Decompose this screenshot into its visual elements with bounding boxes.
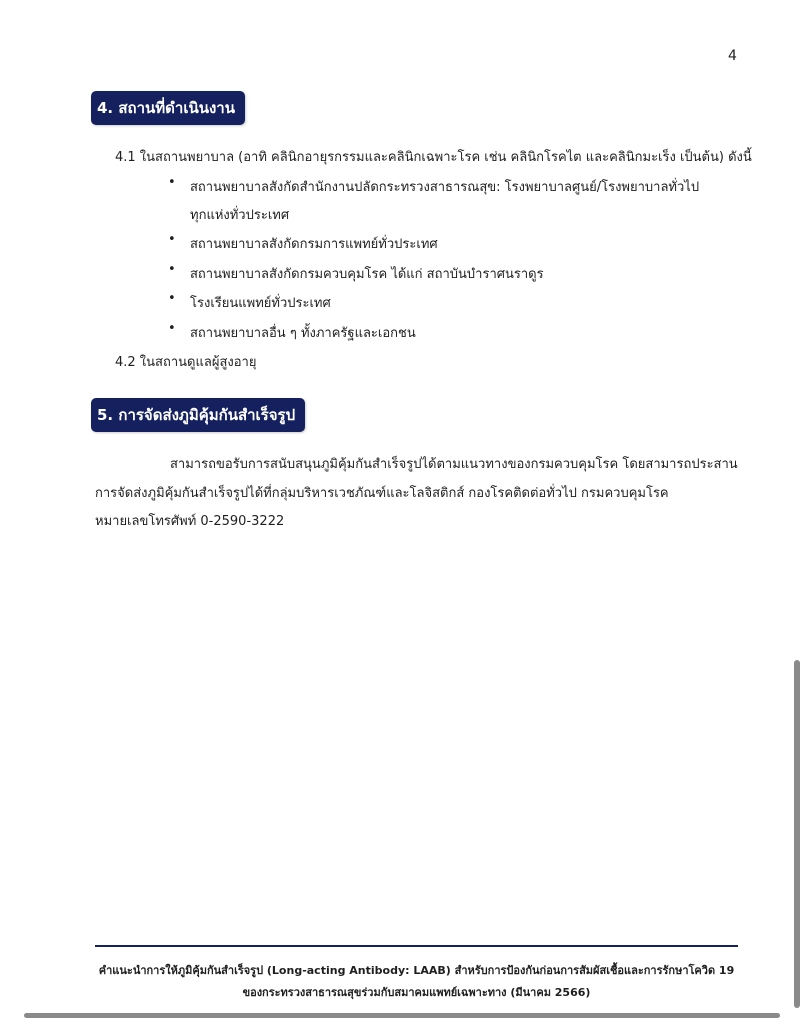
bullet-item-2: สถานพยาบาลสังกัดกรมการแพทย์ทั่วประเทศ (190, 237, 438, 252)
bullet-item-5: สถานพยาบาลอื่น ๆ ทั้งภาครัฐและเอกชน (190, 326, 416, 341)
footer-divider (95, 945, 738, 947)
bullet-dot-icon: • (168, 321, 176, 336)
bullet-item-1-line-2: ทุกแห่งทั่วประเทศ (190, 208, 290, 223)
footer-line-2: ของกระทรวงสาธารณสุขร่วมกับสมาคมแพทย์เฉพาะทาง (มีนาคม 2566) (242, 986, 591, 999)
section-4-heading: 4. สถานที่ดำเนินงาน (91, 91, 245, 125)
bullet-dot-icon: • (168, 262, 176, 277)
bullet-dot-icon: • (168, 291, 176, 306)
item-4-1-intro: 4.1 ในสถานพยาบาล (อาทิ คลินิกอายุรกรรมและคลินิกเฉพาะโรค เช่น คลินิกโรคไต และคลินิกมะเร็ง เป็นต้น) ดังนี้ (115, 150, 752, 165)
bullet-item-4: โรงเรียนแพทย์ทั่วประเทศ (190, 296, 331, 311)
bullet-item-3: สถานพยาบาลสังกัดกรมควบคุมโรค ได้แก่ สถาบันบำราศนราดูร (190, 267, 544, 282)
section-5-paragraph-line-2: การจัดส่งภูมิคุ้มกันสำเร็จรูปได้ที่กลุ่มบริหารเวชภัณฑ์และโลจิสติกส์ กองโรคติดต่อทั่วไป กรมควบคุมโรค (95, 486, 669, 501)
horizontal-scrollbar[interactable] (24, 1013, 780, 1018)
bullet-dot-icon: • (168, 175, 176, 190)
bullet-item-1-line-1: สถานพยาบาลสังกัดสำนักงานปลัดกระทรวงสาธารณสุข: โรงพยาบาลศูนย์/โรงพยาบาลทั่วไป (190, 180, 700, 195)
section-5-paragraph-line-1: สามารถขอรับการสนับสนุนภูมิคุ้มกันสำเร็จรูปได้ตามแนวทางของกรมควบคุมโรค โดยสามารถประสาน (170, 457, 738, 472)
item-4-2: 4.2 ในสถานดูแลผู้สูงอายุ (115, 355, 257, 370)
footer-line-1: คำแนะนำการให้ภูมิคุ้มกันสำเร็จรูป (Long-acting Antibody: LAAB) สำหรับการป้องกันก่อนการสัมผัสเชื้อและการรักษาโควิด 19 (98, 964, 735, 977)
page-number: 4 (728, 48, 737, 64)
vertical-scrollbar[interactable] (794, 660, 800, 1008)
section-5-heading: 5. การจัดส่งภูมิคุ้มกันสำเร็จรูป (91, 398, 305, 432)
bullet-dot-icon: • (168, 232, 176, 247)
section-5-paragraph-line-3: หมายเลขโทรศัพท์ 0-2590-3222 (95, 514, 285, 529)
